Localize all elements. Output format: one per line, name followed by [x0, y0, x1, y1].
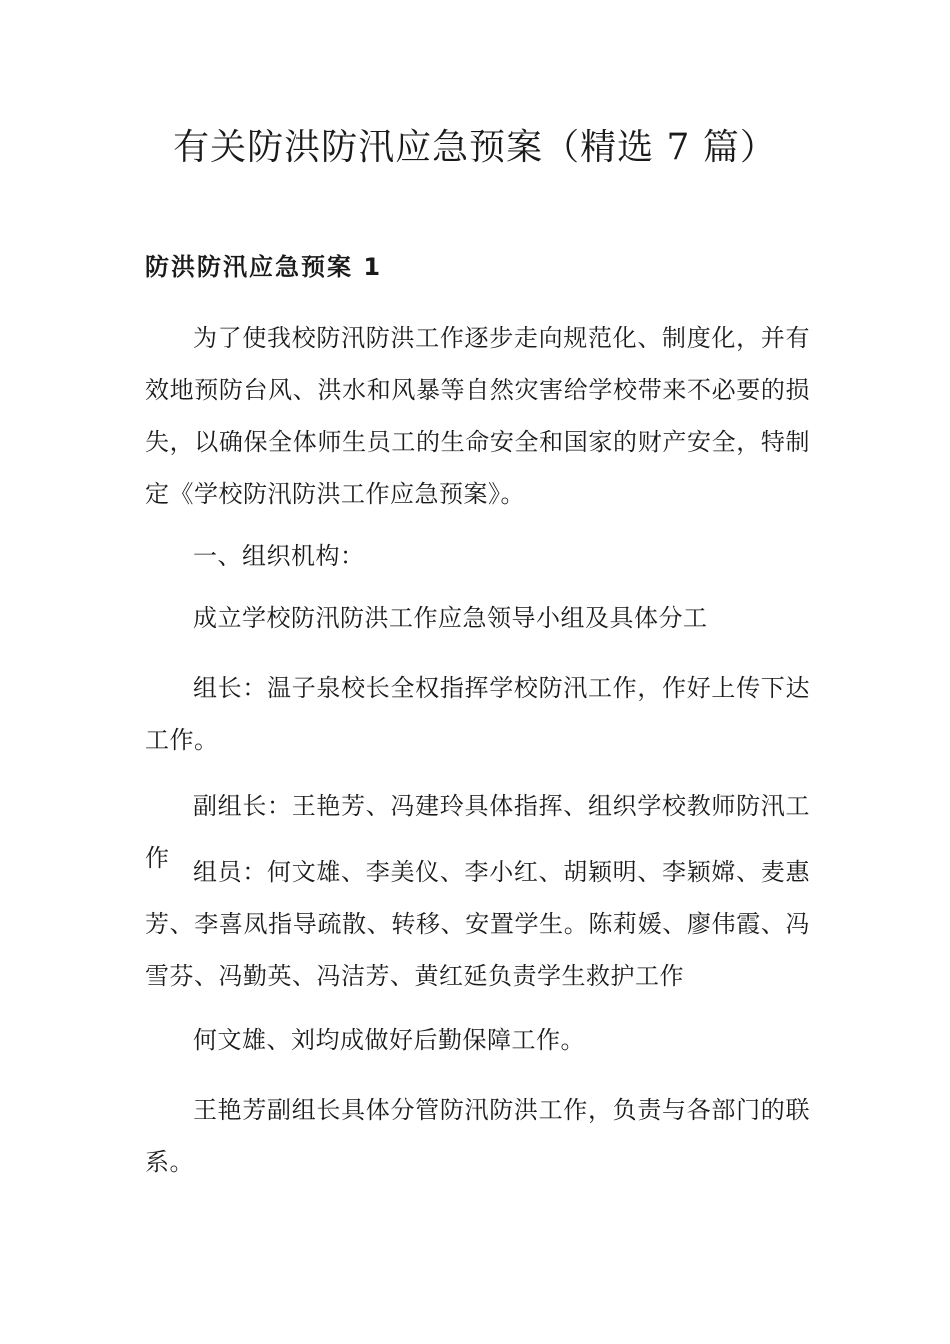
paragraph-logistics: 何文雄、刘均成做好后勤保障工作。: [193, 1026, 585, 1054]
paragraph-organization-heading: 一、组织机构：: [193, 542, 365, 570]
paragraph-leading-group: 成立学校防汛防洪工作应急领导小组及具体分工: [193, 604, 708, 632]
section-heading: 防洪防汛应急预案 1: [145, 253, 383, 281]
paragraph-deputy-leader: 副组长：王艳芳、冯建玲具体指挥、组织学校教师防汛工作: [145, 792, 810, 872]
paragraph-group-leader: 组长：温子泉校长全权指挥学校防汛工作，作好上传下达工作。: [145, 674, 810, 754]
paragraph-intro: 为了使我校防汛防洪工作逐步走向规范化、制度化，并有效地预防台风、洪水和风暴等自然灾害给学校带来不必要的损失，以确保全体师生员工的生命安全和国家的财产安全，特制定《学校防汛防洪工作应急预案》。: [145, 324, 810, 508]
paragraph-deputy-duties: 王艳芳副组长具体分管防汛防洪工作，负责与各部门的联系。: [145, 1096, 810, 1176]
paragraph-members: 组员：何文雄、李美仪、李小红、胡颖明、李颖嫦、麦惠芳、李喜凤指导疏散、转移、安置学生。陈莉媛、廖伟霞、冯雪芬、冯勤英、冯洁芳、黄红延负责学生救护工作: [145, 858, 810, 990]
document-title: 有关防洪防汛应急预案（精选 7 篇）: [173, 127, 777, 168]
